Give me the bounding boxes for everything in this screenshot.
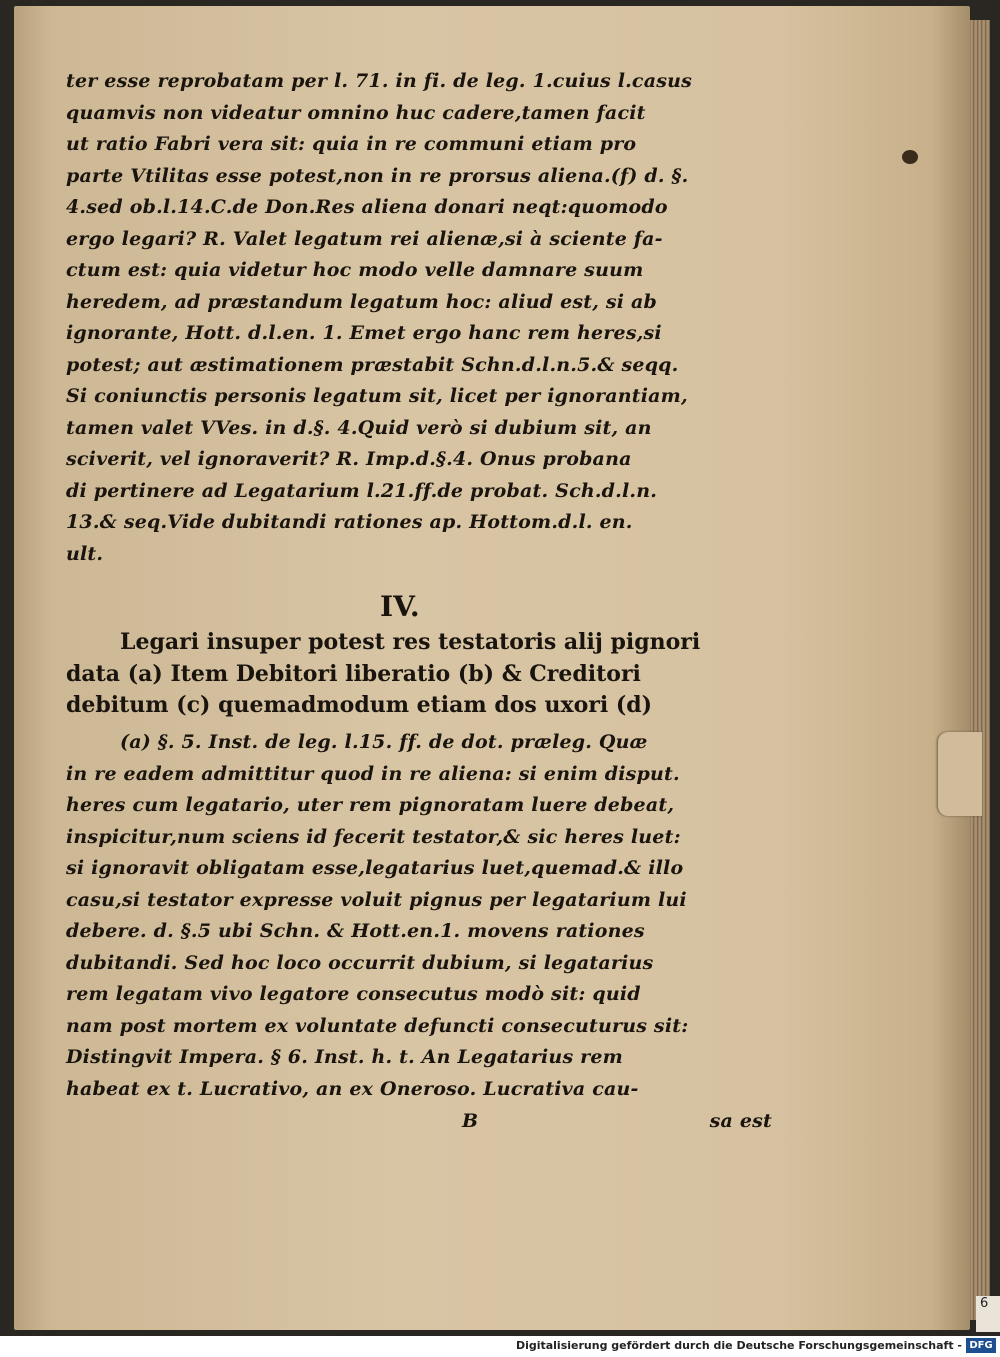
funding-credit: Digitalisierung gefördert durch die Deutsche Forschungsgemeinschaft -: [515, 1339, 962, 1352]
text-line: ter esse reprobatam per l. 71. in fi. de leg. 1.cuius l.casus: [66, 70, 693, 92]
ink-spot: [902, 150, 918, 164]
text-line: ignorante, Hott. d.l.en. 1. Emet ergo hanc rem heres,si: [66, 322, 662, 344]
text-line: ult.: [66, 542, 104, 565]
text-line: inspicitur,num sciens id fecerit testator,& sic heres luet:: [66, 825, 681, 848]
text-line: ctum est: quia videtur hoc modo velle damnare suum: [66, 259, 644, 281]
catchword: sa est: [709, 1110, 772, 1132]
text-line: si ignoravit obligatam esse,legatarius luet,quemad.& illo: [66, 857, 684, 879]
text-line: di pertinere ad Legatarium l.21.ff.de probat. Sch.d.l.n.: [66, 479, 658, 502]
text-line: debitum (c) quemadmodum etiam dos uxori (d): [66, 692, 653, 718]
text-line: 4.sed ob.l.14.C.de Don.Res aliena donari neqt:quomodo: [66, 196, 668, 218]
text-line: ut ratio Fabri vera sit: quia in re communi etiam pro: [66, 133, 637, 155]
signature-mark: B: [462, 1110, 479, 1132]
text-line: heredem, ad præstandum legatum hoc: aliud est, si ab: [66, 290, 658, 313]
page-footer-marks: [66, 1105, 772, 1137]
paragraph-top: [66, 66, 716, 570]
text-line: 13.& seq.Vide dubitandi rationes ap. Hottom.d.l. en.: [66, 511, 633, 533]
text-line: heres cum legatario, uter rem pignoratam luere debeat,: [66, 794, 675, 816]
text-line: casu,si testator expresse voluit pignus per legatarium lui: [66, 888, 687, 911]
text-line: potest; aut æstimationem præstabit Schn.d.l.n.5.& seqq.: [66, 353, 679, 376]
text-line: Si coniunctis personis legatum sit, licet per ignorantiam,: [66, 385, 688, 407]
text-line: sciverit, vel ignoraverit? R. Imp.d.§.4. Onus probana: [66, 448, 632, 470]
paragraph-main: [66, 627, 716, 722]
section-heading: IV.: [380, 590, 420, 623]
text-line: debere. d. §.5 ubi Schn. & Hott.en.1. movens rationes: [66, 920, 645, 942]
text-line: habeat ex t. Lucrativo, an ex Oneroso. Lucrativa cau-: [66, 1077, 639, 1100]
text-line: (a) §. 5. Inst. de leg. l.15. ff. de dot. præleg. Quæ: [120, 731, 648, 753]
margin-tab-label: 6: [976, 1296, 1000, 1332]
dfg-logo: DFG: [966, 1338, 996, 1353]
text-line: quamvis non videatur omnino huc cadere,tamen facit: [66, 101, 646, 124]
text-line: Distingvit Impera. § 6. Inst. h. t. An Legatarius rem: [66, 1046, 623, 1068]
text-line: Legari insuper potest res testatoris alij pignori: [120, 629, 701, 655]
text-line: rem legatam vivo legatore consecutus modò sit: quid: [66, 983, 641, 1005]
page-tab: [938, 732, 982, 816]
page-edge: [970, 20, 990, 1320]
paragraph-notes: [66, 727, 772, 1137]
text-line: in re eadem admittitur quod in re aliena: si enim disput.: [66, 762, 680, 785]
text-line: data (a) Item Debitori liberatio (b) & Creditori: [66, 660, 641, 687]
text-line: tamen valet VVes. in d.§. 4.Quid verò si dubium sit, an: [66, 416, 652, 439]
text-line: ergo legari? R. Valet legatum rei alienæ,si à sciente fa-: [66, 227, 663, 250]
text-line: nam post mortem ex voluntate defuncti consecuturus sit:: [66, 1014, 689, 1037]
text-line: dubitandi. Sed hoc loco occurrit dubium, si legatarius: [66, 951, 654, 974]
text-line: parte Vtilitas esse potest,non in re prorsus aliena.(f) d. §.: [66, 164, 689, 187]
